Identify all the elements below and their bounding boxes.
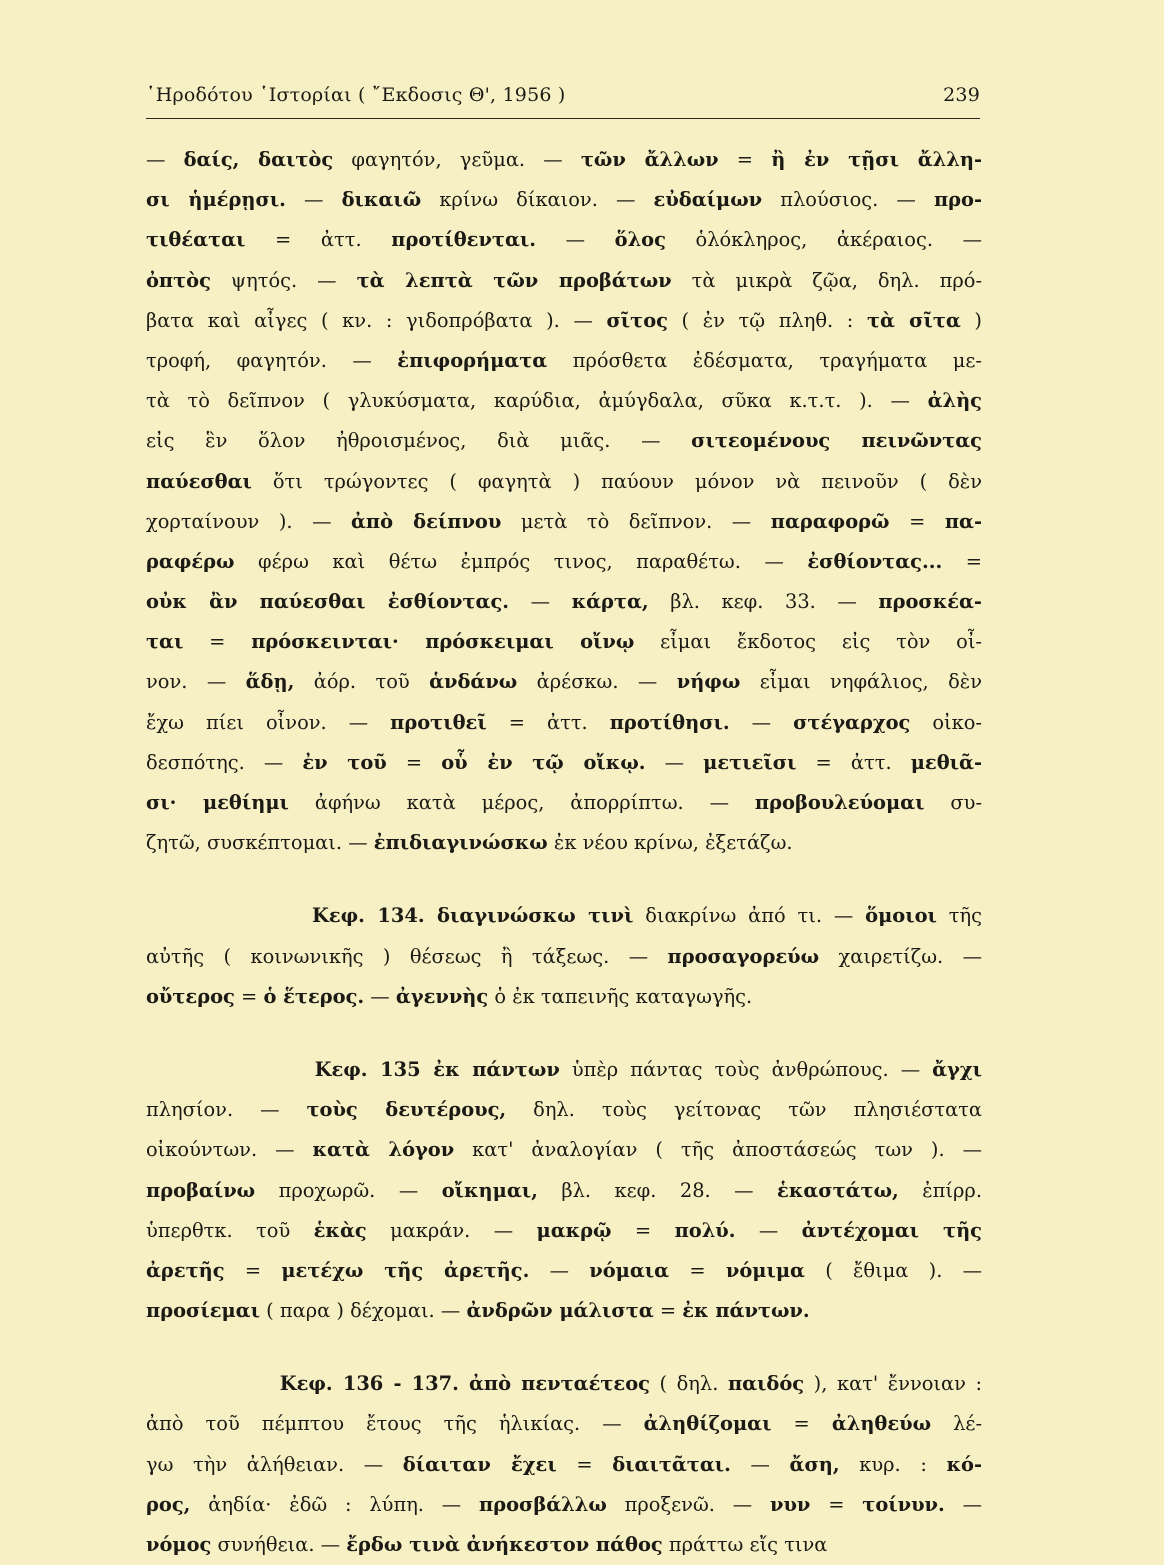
lemma-term: μετέχω τῆς ἀρετῆς. bbox=[281, 1258, 530, 1282]
text-line bbox=[146, 261, 982, 301]
text-line bbox=[146, 622, 982, 662]
text-line bbox=[146, 743, 982, 783]
lemma-term: ὅλος bbox=[614, 228, 666, 252]
gloss-text: ὅτι τρώγοντες ( φαγητὰ ) παύουν μόνον νὰ πεινοῦν ( δὲν bbox=[251, 469, 982, 493]
lemma-term: ἀγεννὴς bbox=[395, 984, 489, 1008]
text-line bbox=[146, 341, 982, 381]
lemma-term: ἄγχι bbox=[932, 1057, 982, 1081]
lemma-term: ἑκὰς bbox=[313, 1218, 367, 1242]
text-line bbox=[146, 1485, 982, 1525]
gloss-text: ( δηλ. bbox=[649, 1372, 728, 1396]
gloss-text: — bbox=[645, 750, 704, 774]
gloss-text: διακρίνω ἀπό τι. — bbox=[633, 904, 866, 928]
lemma-term: τὰ λεπτὰ τῶν προβάτων bbox=[356, 268, 672, 292]
gloss-text: συνήθεια. — bbox=[211, 1533, 347, 1556]
gloss-text: εἰς ἓν ὅλον ἠθροισμένος, διὰ μιᾶς. — bbox=[146, 429, 692, 453]
paragraph bbox=[146, 896, 982, 1017]
gloss-text: ἀόρ. τοῦ bbox=[294, 670, 430, 694]
lemma-term: τοίνυν. bbox=[862, 1492, 945, 1516]
text-line bbox=[146, 1171, 982, 1211]
page-number: 239 bbox=[943, 84, 980, 106]
gloss-text: = bbox=[889, 509, 945, 533]
gloss-text: προξενῶ. — bbox=[606, 1492, 770, 1516]
running-title: ῾Ηροδότου ῾Ιστορίαι ( ῎Εκδοσις Θ', 1956 ) bbox=[146, 84, 566, 106]
gloss-text: ἀρέσκω. — bbox=[517, 670, 677, 694]
text-line bbox=[146, 542, 982, 582]
gloss-text: ἀφήνω κατὰ μέρος, ἀπορρίπτω. — bbox=[288, 791, 755, 814]
lemma-term: ὁ ἕτερος. bbox=[263, 984, 365, 1008]
lemma-term: προσαγορεύω bbox=[667, 944, 820, 968]
lemma-term: ἅδῃ, bbox=[245, 670, 295, 694]
gloss-text: δεσπότης. — bbox=[146, 750, 303, 774]
lemma-term: τῶν ἄλλων bbox=[580, 148, 719, 171]
lemma-term: οὐκ ἂν παύεσθαι ἐσθίοντας. bbox=[146, 590, 510, 614]
gloss-text: — bbox=[735, 1218, 802, 1242]
gloss-text: = ἀττ. bbox=[486, 710, 610, 734]
lemma-term: κατὰ λόγον bbox=[312, 1138, 455, 1162]
text-line bbox=[146, 220, 982, 260]
lemma-term: σιτεομένους πεινῶντας bbox=[691, 429, 982, 453]
gloss-text: ὁ ἐκ ταπεινῆς καταγωγῆς. bbox=[488, 984, 753, 1008]
lemma-term: προτιθεῖ bbox=[390, 710, 487, 734]
gloss-text: ἀηδία· ἐδῶ : λύπη. — bbox=[190, 1492, 480, 1516]
lemma-term: μεθιᾶ- bbox=[910, 750, 983, 774]
lemma-term: τοὺς δευτέρους, bbox=[306, 1098, 507, 1122]
gloss-text: τροφή, φαγητόν. — bbox=[146, 348, 398, 372]
gloss-text: = bbox=[771, 1412, 832, 1436]
gloss-text: = bbox=[669, 1258, 726, 1282]
gloss-text: τὰ μικρὰ ζῷα, δηλ. πρό- bbox=[671, 268, 983, 292]
gloss-text: ( ἐν τῷ πληθ. : bbox=[667, 308, 867, 332]
text-line bbox=[146, 1364, 982, 1404]
text-line bbox=[146, 1130, 982, 1170]
gloss-text: = bbox=[224, 1258, 282, 1282]
lemma-term: εὐδαίμων bbox=[653, 188, 763, 212]
lemma-term: ὀπτὸς bbox=[146, 268, 211, 292]
lemma-term: πρόσκεινται· πρόσκειμαι οἴνῳ bbox=[251, 630, 635, 654]
lemma-term: στέγαρχος bbox=[793, 710, 911, 734]
gloss-text: κατ' ἀναλογίαν ( τῆς ἀποστάσεώς των ). — bbox=[454, 1138, 982, 1162]
gloss-text: μακράν. — bbox=[366, 1218, 537, 1242]
gloss-text: ( παρα ) δέχομαι. — bbox=[260, 1299, 467, 1323]
lemma-term: δίαιταν ἔχει bbox=[402, 1452, 557, 1476]
lemma-term: ἀπὸ δείπνου bbox=[351, 509, 502, 533]
gloss-text: δηλ. τοὺς γείτονας τῶν πλησιέστατα bbox=[506, 1098, 982, 1122]
lemma-term: ἄση, bbox=[789, 1452, 840, 1476]
lemma-term: μακρῷ bbox=[536, 1218, 612, 1242]
gloss-text: μετὰ τὸ δεῖπνον. — bbox=[501, 509, 771, 533]
gloss-text: βλ. κεφ. 33. — bbox=[648, 590, 879, 614]
lemma-term: ἐπιδιαγινώσκω bbox=[373, 831, 548, 855]
lemma-term: παραφορῶ bbox=[770, 509, 890, 533]
gloss-text: πλησίον. — bbox=[146, 1098, 307, 1122]
lemma-term: ἀνδρῶν μάλιστα bbox=[466, 1299, 654, 1323]
lemma-term: ἀληθεύω bbox=[831, 1412, 932, 1436]
lemma-term: τιθέαται bbox=[146, 228, 246, 252]
gloss-text: γω τὴν ἀλήθειαν. — bbox=[146, 1452, 403, 1476]
gloss-text: = bbox=[183, 630, 252, 654]
lemma-term: προσκέα- bbox=[878, 590, 982, 614]
gloss-text: εἶμαι ἔκδοτος εἰς τὸν οἶ- bbox=[634, 630, 982, 654]
gloss-text: λέ- bbox=[931, 1412, 982, 1436]
lemma-term: διαιτᾶται. bbox=[612, 1452, 731, 1476]
gloss-text: βατα καὶ αἶγες ( κν. : γιδοπρόβατα ). — bbox=[146, 308, 607, 332]
gloss-text bbox=[146, 1058, 315, 1081]
gloss-text: βλ. κεφ. 28. — bbox=[537, 1178, 778, 1202]
gloss-text: φέρω καὶ θέτω ἐμπρός τινος, παραθέτω. — bbox=[234, 549, 808, 573]
lemma-term: προ- bbox=[933, 188, 983, 212]
lemma-term: νόμος bbox=[146, 1533, 212, 1556]
gloss-text: νον. — bbox=[146, 670, 246, 694]
lemma-term: νόμαια bbox=[589, 1258, 670, 1282]
lemma-term: δαίς, δαιτὸς bbox=[183, 148, 334, 171]
gloss-text: ), κατ' ἔννοιαν : bbox=[804, 1372, 982, 1396]
gloss-text: ἀπὸ τοῦ πέμπτου ἔτους τῆς ἡλικίας. — bbox=[146, 1412, 644, 1436]
gloss-text bbox=[146, 1372, 280, 1395]
lemma-term: ὅμοιοι bbox=[865, 904, 937, 928]
lemma-term: ἑκαστάτω, bbox=[777, 1178, 899, 1202]
gloss-text: — bbox=[529, 1258, 590, 1282]
lemma-term: οὔτερος bbox=[146, 984, 235, 1008]
lemma-term: μετιεῖσι bbox=[703, 750, 797, 774]
lemma-term: Κεφ. 135 ἐκ πάντων bbox=[314, 1057, 560, 1081]
gloss-text: ἐκ νέου κρίνω, ἐξετάζω. bbox=[547, 831, 793, 855]
lemma-term: νόμιμα bbox=[725, 1258, 805, 1282]
gloss-text: = bbox=[234, 984, 264, 1008]
lemma-term: σι· μεθίημι bbox=[146, 791, 289, 814]
gloss-text: ἔχω πίει οἶνον. — bbox=[146, 710, 391, 734]
text-line bbox=[146, 462, 982, 502]
text-line bbox=[146, 582, 982, 622]
gloss-text: — bbox=[146, 148, 184, 171]
gloss-text: προχωρῶ. — bbox=[255, 1178, 442, 1202]
gloss-text: = bbox=[942, 549, 982, 573]
lemma-term: ἐπιφορήματα bbox=[397, 348, 548, 372]
gloss-text: χορταίνουν ). — bbox=[146, 509, 352, 533]
gloss-text: ζητῶ, συσκέπτομαι. — bbox=[146, 831, 374, 855]
text-line bbox=[146, 381, 982, 421]
lemma-term: προσβάλλω bbox=[479, 1492, 607, 1516]
text-line bbox=[146, 140, 982, 180]
header-rule bbox=[146, 118, 980, 119]
gloss-text: τῆς bbox=[936, 904, 982, 928]
gloss-text: εἶμαι νηφάλιος, δὲν bbox=[740, 670, 982, 694]
gloss-text: ( ἔθιμα ). — bbox=[804, 1258, 983, 1282]
gloss-text: πρόσθετα ἐδέσματα, τραγήματα με- bbox=[547, 348, 982, 372]
text-line bbox=[146, 823, 982, 863]
lemma-term: οἴκημαι, bbox=[441, 1178, 538, 1202]
gloss-text: τὰ τὸ δεῖπνον ( γλυκύσματα, καρύδια, ἀμύγδαλα, σῦκα κ.τ.τ. ). — bbox=[146, 389, 928, 413]
text-line bbox=[146, 662, 982, 702]
lemma-term: νήφω bbox=[676, 670, 741, 694]
text-line bbox=[146, 896, 982, 936]
gloss-text: — bbox=[536, 228, 615, 252]
text-line bbox=[146, 1404, 982, 1444]
lemma-term: ἐσθίοντας... bbox=[807, 549, 943, 573]
text-line bbox=[146, 1251, 982, 1291]
lemma-term: τὰ σῖτα bbox=[866, 308, 961, 332]
lemma-term: ἐν τοῦ bbox=[302, 750, 387, 774]
lemma-term: οὗ ἐν τῷ οἴκῳ. bbox=[441, 750, 646, 774]
lemma-term: ἢ ἐν τῇσι ἄλλη- bbox=[771, 148, 982, 171]
lemma-term: κάρτα, bbox=[571, 590, 649, 614]
gloss-text: ψητός. — bbox=[210, 268, 357, 292]
gloss-text: ) bbox=[960, 308, 982, 332]
lemma-term: προτίθησι. bbox=[609, 710, 730, 734]
lemma-term: ρος, bbox=[146, 1492, 191, 1516]
gloss-text: = bbox=[810, 1492, 863, 1516]
text-line bbox=[146, 1050, 982, 1090]
running-header bbox=[146, 84, 980, 106]
gloss-text: = bbox=[653, 1299, 683, 1323]
lemma-term: παιδός bbox=[727, 1372, 805, 1396]
paragraph bbox=[146, 1364, 982, 1565]
lemma-term: ἀρετῆς bbox=[146, 1258, 225, 1282]
lemma-term: σι ἡμέρῃσι. bbox=[146, 188, 286, 212]
text-line bbox=[146, 502, 982, 542]
text-line bbox=[146, 180, 982, 220]
gloss-text: = ἀττ. bbox=[796, 750, 911, 774]
text-line bbox=[146, 301, 982, 341]
lemma-term: προσίεμαι bbox=[146, 1299, 260, 1323]
lemma-term: πα- bbox=[944, 509, 983, 533]
gloss-text: συ- bbox=[924, 791, 982, 814]
gloss-text: χαιρετίζω. — bbox=[819, 944, 982, 968]
lemma-term: ἔρδω τινὰ ἀνήκεστον πάθος bbox=[346, 1533, 663, 1556]
lemma-term: ἐκ πάντων. bbox=[682, 1299, 810, 1323]
gloss-text: = bbox=[718, 148, 772, 171]
text-line bbox=[146, 783, 982, 823]
lemma-term: ραφέρω bbox=[146, 549, 235, 573]
gloss-text: — bbox=[730, 1452, 790, 1476]
text-line bbox=[146, 1211, 982, 1251]
gloss-text: ὁλόκληρος, ἀκέραιος. — bbox=[665, 228, 982, 252]
lemma-term: σῖτος bbox=[606, 308, 668, 332]
lemma-term: ἁνδάνω bbox=[429, 670, 518, 694]
gloss-text: — bbox=[285, 188, 342, 212]
gloss-text: ἐπίρρ. bbox=[898, 1178, 982, 1202]
gloss-text: — bbox=[729, 710, 794, 734]
text-line bbox=[146, 421, 982, 461]
lemma-term: ἀλὴς bbox=[927, 389, 982, 413]
gloss-text: πράττω εἴς τινα bbox=[662, 1533, 828, 1556]
gloss-text: κρίνω δίκαιον. — bbox=[421, 188, 654, 212]
lemma-term: ἀντέχομαι τῆς bbox=[801, 1218, 982, 1242]
gloss-text: πλούσιος. — bbox=[762, 188, 934, 212]
text-line bbox=[146, 1090, 982, 1130]
lemma-term: παύεσθαι bbox=[146, 469, 252, 493]
text-line bbox=[146, 937, 982, 977]
gloss-text: = bbox=[611, 1218, 675, 1242]
gloss-text: κυρ. : bbox=[839, 1452, 947, 1476]
gloss-text bbox=[146, 904, 312, 927]
text-line bbox=[146, 1291, 982, 1331]
text-line bbox=[146, 1525, 982, 1565]
gloss-text: ὑπὲρ πάντας τοὺς ἀνθρώπους. — bbox=[559, 1057, 933, 1081]
lemma-term: Κεφ. 134. διαγινώσκω τινὶ bbox=[311, 904, 634, 928]
gloss-text: οἰκο- bbox=[910, 710, 982, 734]
lemma-term: προβαίνω bbox=[146, 1178, 256, 1202]
gloss-text: = bbox=[556, 1452, 613, 1476]
text-line bbox=[146, 1445, 982, 1485]
gloss-text: — bbox=[944, 1492, 982, 1516]
lemma-term: πολύ. bbox=[674, 1218, 736, 1242]
lemma-term: Κεφ. 136 - 137. ἀπὸ πενταέτεος bbox=[279, 1372, 650, 1396]
gloss-text: αὐτῆς ( κοινωνικῆς ) θέσεως ἢ τάξεως. — bbox=[146, 944, 668, 968]
paragraph bbox=[146, 1050, 982, 1331]
lemma-term: κό- bbox=[946, 1452, 982, 1476]
lemma-term: δικαιῶ bbox=[341, 188, 422, 212]
gloss-text: = ἀττ. bbox=[245, 228, 392, 252]
gloss-text: — bbox=[364, 984, 396, 1008]
lemma-term: ται bbox=[146, 630, 184, 654]
gloss-text: ὑπερθτκ. τοῦ bbox=[146, 1218, 314, 1242]
lemma-term: προβουλεύομαι bbox=[754, 791, 925, 814]
paragraph bbox=[146, 140, 982, 863]
gloss-text: φαγητόν, γεῦμα. — bbox=[333, 148, 581, 171]
gloss-text: = bbox=[386, 750, 442, 774]
gloss-text: οἰκούντων. — bbox=[146, 1138, 313, 1162]
gloss-text: — bbox=[509, 590, 572, 614]
lemma-term: νυν bbox=[770, 1492, 811, 1516]
lemma-term: προτίθενται. bbox=[391, 228, 536, 252]
text-line bbox=[146, 703, 982, 743]
lemma-term: ἀληθίζομαι bbox=[643, 1412, 772, 1436]
text-line bbox=[146, 977, 982, 1017]
commentary-body bbox=[146, 140, 982, 1565]
